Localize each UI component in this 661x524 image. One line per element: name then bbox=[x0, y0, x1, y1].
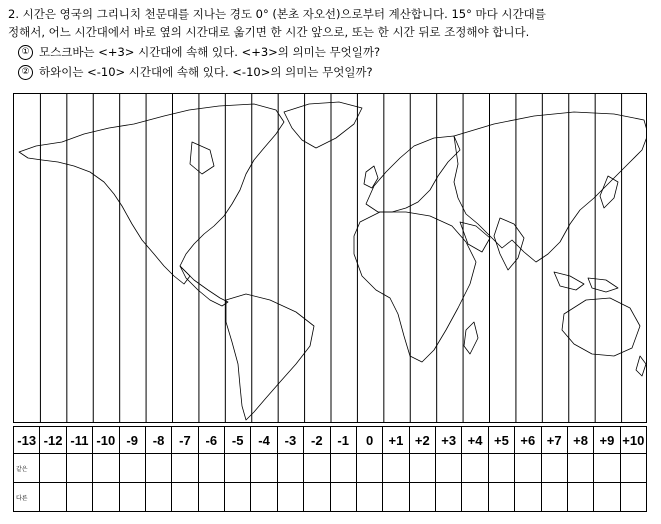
answer-cell[interactable] bbox=[172, 483, 198, 512]
answer-cell[interactable] bbox=[66, 454, 92, 483]
tz-label: -13 bbox=[14, 427, 40, 454]
answer-cell[interactable] bbox=[172, 454, 198, 483]
answer-cell[interactable] bbox=[541, 454, 567, 483]
south-america-outline bbox=[226, 294, 314, 420]
answer-cell[interactable] bbox=[225, 483, 251, 512]
tz-label: -1 bbox=[330, 427, 356, 454]
tz-label: +3 bbox=[436, 427, 462, 454]
answer-cell[interactable] bbox=[620, 483, 646, 512]
answer-cell[interactable] bbox=[383, 454, 409, 483]
answer-cell[interactable] bbox=[40, 483, 66, 512]
answer-cell[interactable] bbox=[277, 483, 303, 512]
answer-cell[interactable] bbox=[436, 454, 462, 483]
answer-row-label: 같은 bbox=[14, 454, 40, 483]
tz-label: -6 bbox=[198, 427, 224, 454]
australia-outline bbox=[562, 298, 640, 356]
answer-cell[interactable] bbox=[515, 483, 541, 512]
answer-cell[interactable] bbox=[93, 454, 119, 483]
answer-cell[interactable] bbox=[93, 483, 119, 512]
answer-cell[interactable] bbox=[119, 483, 145, 512]
sub-question-2 bbox=[18, 64, 373, 80]
answer-cell[interactable] bbox=[304, 454, 330, 483]
answer-cell[interactable] bbox=[356, 454, 382, 483]
sub-question-2-text: 하와이는 <-10> 시간대에 속해 있다. <-10>의 의미는 무엇일까? bbox=[39, 65, 373, 79]
question-line-1: 2. 시간은 영국의 그리니치 천문대를 지나는 경도 0° (본초 자오선)으로부터 계산합니다. 15° 마다 시간대를 bbox=[8, 7, 546, 21]
europe-outline bbox=[366, 136, 460, 212]
answer-cell[interactable] bbox=[409, 454, 435, 483]
answer-cell[interactable] bbox=[488, 483, 514, 512]
tz-label: -10 bbox=[93, 427, 119, 454]
answer-cell[interactable] bbox=[198, 454, 224, 483]
tz-label: +10 bbox=[620, 427, 646, 454]
answer-cell[interactable] bbox=[541, 483, 567, 512]
japan-outline bbox=[600, 176, 618, 208]
tz-label: -8 bbox=[145, 427, 171, 454]
answer-cell[interactable] bbox=[251, 483, 277, 512]
tz-label: -3 bbox=[277, 427, 303, 454]
answer-cell[interactable] bbox=[594, 483, 620, 512]
answer-cell[interactable] bbox=[277, 454, 303, 483]
madagascar-outline bbox=[464, 322, 478, 354]
tz-label: +1 bbox=[383, 427, 409, 454]
answer-cell[interactable] bbox=[462, 454, 488, 483]
central-america-outline bbox=[180, 266, 228, 306]
time-zone-lines bbox=[40, 94, 621, 423]
answer-cell[interactable] bbox=[145, 454, 171, 483]
tz-label: -12 bbox=[40, 427, 66, 454]
answer-cell[interactable] bbox=[145, 483, 171, 512]
answer-cell[interactable] bbox=[436, 483, 462, 512]
tz-label: +8 bbox=[567, 427, 593, 454]
tz-label: -9 bbox=[119, 427, 145, 454]
tz-label: +6 bbox=[515, 427, 541, 454]
answer-cell[interactable] bbox=[594, 454, 620, 483]
answer-cell[interactable] bbox=[383, 483, 409, 512]
answer-cell[interactable] bbox=[251, 454, 277, 483]
answer-cell[interactable] bbox=[488, 454, 514, 483]
answer-cell[interactable] bbox=[567, 454, 593, 483]
time-zone-table bbox=[13, 426, 647, 512]
answer-cell[interactable] bbox=[567, 483, 593, 512]
world-map bbox=[13, 93, 647, 423]
answer-cell[interactable] bbox=[620, 454, 646, 483]
asia-outline bbox=[454, 112, 647, 262]
answer-row-label: 다른 bbox=[14, 483, 40, 512]
time-zone-label-row bbox=[14, 427, 647, 454]
answer-cell[interactable] bbox=[356, 483, 382, 512]
answer-row-2 bbox=[14, 483, 647, 512]
question-line-2: 정해서, 어느 시간대에서 바로 옆의 시간대로 옮기면 한 시간 앞으로, 또는 한 시간 뒤로 조정해야 합니다. bbox=[8, 25, 530, 39]
tz-label: +9 bbox=[594, 427, 620, 454]
tz-label: -2 bbox=[304, 427, 330, 454]
tz-label: -4 bbox=[251, 427, 277, 454]
circled-number-2: ② bbox=[18, 65, 33, 80]
answer-cell[interactable] bbox=[66, 483, 92, 512]
answer-cell[interactable] bbox=[462, 483, 488, 512]
answer-cell[interactable] bbox=[515, 454, 541, 483]
africa-outline bbox=[354, 212, 476, 362]
greenland-outline bbox=[284, 102, 362, 148]
answer-row-1 bbox=[14, 454, 647, 483]
north-america-outline bbox=[19, 104, 284, 284]
answer-cell[interactable] bbox=[304, 483, 330, 512]
tz-label: +4 bbox=[462, 427, 488, 454]
tz-label: +5 bbox=[488, 427, 514, 454]
tz-label: +2 bbox=[409, 427, 435, 454]
answer-cell[interactable] bbox=[119, 454, 145, 483]
sub-question-1 bbox=[18, 44, 380, 60]
tz-label: +7 bbox=[541, 427, 567, 454]
tz-label: 0 bbox=[356, 427, 382, 454]
tz-label: -5 bbox=[225, 427, 251, 454]
tz-label: -11 bbox=[66, 427, 92, 454]
world-map-outline bbox=[14, 94, 647, 423]
answer-cell[interactable] bbox=[225, 454, 251, 483]
circled-number-1: ① bbox=[18, 45, 33, 60]
tz-label: -7 bbox=[172, 427, 198, 454]
answer-cell[interactable] bbox=[198, 483, 224, 512]
answer-cell[interactable] bbox=[330, 483, 356, 512]
british-isles-outline bbox=[364, 166, 378, 188]
sub-question-1-text: 모스크바는 <+3> 시간대에 속해 있다. <+3>의 의미는 무엇일까? bbox=[39, 45, 381, 59]
answer-cell[interactable] bbox=[40, 454, 66, 483]
answer-cell[interactable] bbox=[330, 454, 356, 483]
answer-cell[interactable] bbox=[409, 483, 435, 512]
